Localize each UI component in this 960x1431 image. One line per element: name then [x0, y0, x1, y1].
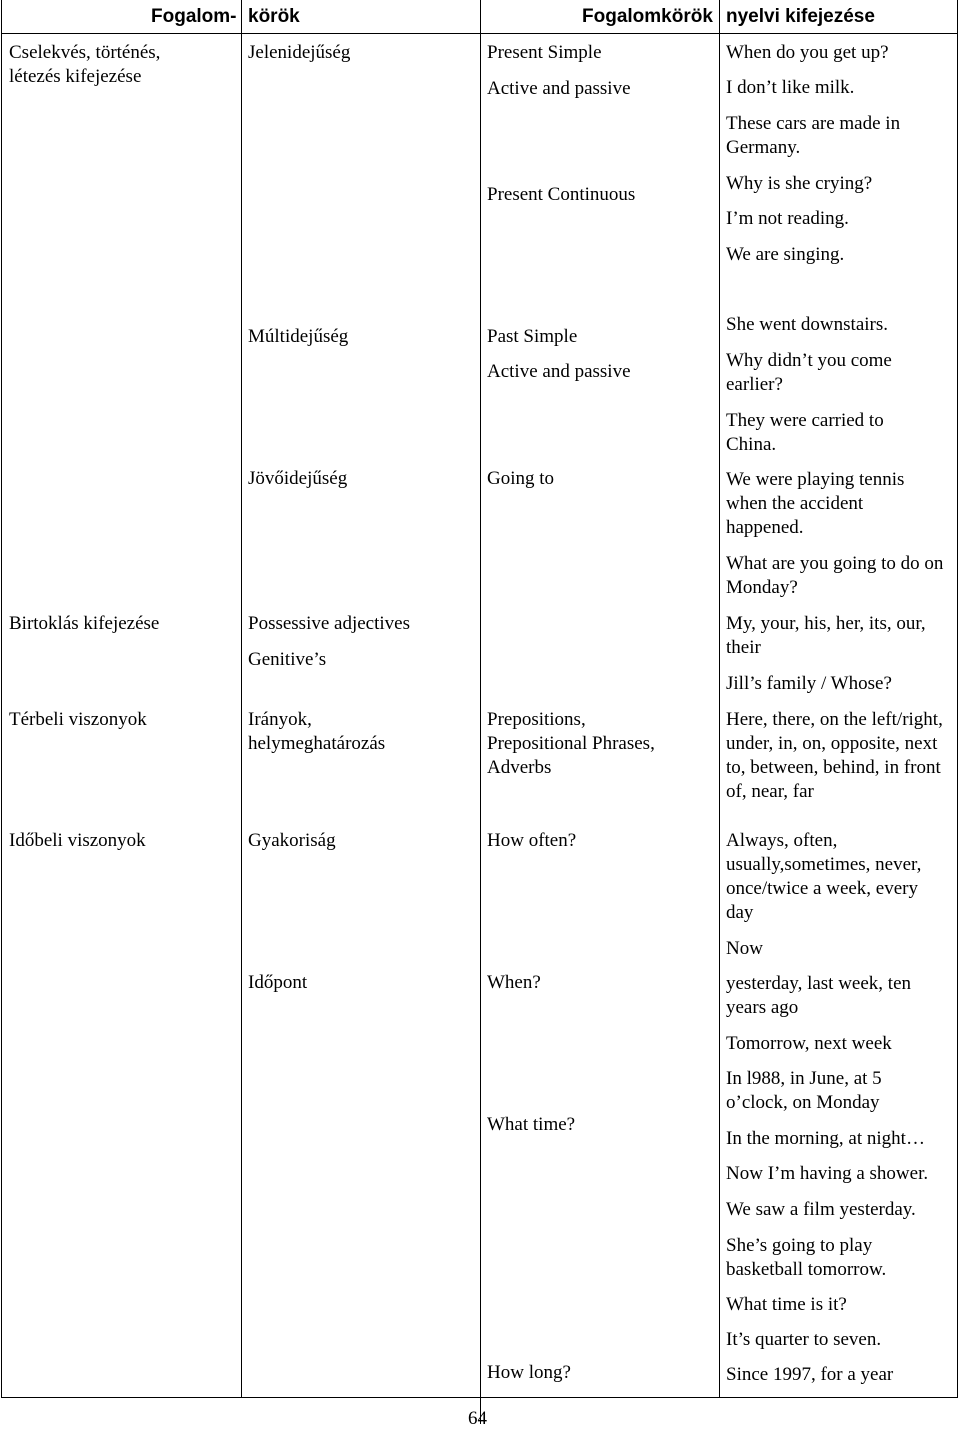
example-text: Always, often, usually,sometimes, never, once/twice a week, every day — [726, 830, 922, 923]
header-col12-part1: Fogalom- — [151, 6, 237, 27]
grammar-item: Past Simple — [487, 326, 578, 347]
subcategory-label: Jelenidejűség — [248, 42, 351, 63]
grammar-item: What time? — [487, 1114, 576, 1135]
example-text: They were carried to China. — [726, 410, 884, 455]
example-text: Now I’m having a shower. — [726, 1163, 929, 1184]
table-border-left — [1, 0, 2, 1398]
example-text: I don’t like milk. — [726, 77, 855, 98]
table-column-divider — [241, 0, 242, 1398]
example-text: Why is she crying? — [726, 173, 873, 194]
page-number: 64 — [468, 1408, 487, 1429]
table-border-right — [957, 0, 958, 1398]
example-text: yesterday, last week, ten years ago — [726, 973, 911, 1018]
grammar-item: When? — [487, 972, 541, 993]
subcategory-label: Irányok, helymeghatározás — [248, 709, 386, 754]
example-text: In l988, in June, at 5 o’clock, on Monday — [726, 1068, 882, 1113]
table-column-divider — [719, 0, 720, 1398]
example-text: She’s going to play basketball tomorrow. — [726, 1235, 887, 1280]
header-col4: nyelvi kifejezése — [726, 6, 875, 27]
subcategory-label: Gyakoriság — [248, 830, 336, 851]
example-text: We are singing. — [726, 244, 845, 265]
grammar-item: How long? — [487, 1362, 571, 1383]
subcategory-label: Possessive adjectives — [248, 613, 411, 634]
table-header-divider — [1, 33, 958, 34]
example-text: What time is it? — [726, 1294, 847, 1315]
example-text: Why didn’t you come earlier? — [726, 350, 892, 395]
example-text: Here, there, on the left/right, under, in, on, opposite, next to, between, behind, in front of, near, far — [726, 709, 943, 802]
example-text: Since 1997, for a year — [726, 1364, 894, 1385]
grammar-item: Active and passive — [487, 361, 631, 382]
category-label: Térbeli viszonyok — [9, 709, 147, 730]
header-col12-part2: körök — [248, 6, 300, 27]
example-text: I’m not reading. — [726, 208, 849, 229]
example-text: She went downstairs. — [726, 314, 889, 335]
header-col3: Fogalomkörök — [582, 6, 713, 27]
example-text: In the morning, at night… — [726, 1128, 925, 1149]
grammar-item: Active and passive — [487, 78, 631, 99]
category-label: Cselekvés, történés, létezés kifejezése — [9, 42, 161, 87]
example-text: We were playing tennis when the accident happened. — [726, 469, 905, 538]
example-text: Now — [726, 938, 763, 959]
example-text: Jill’s family / Whose? — [726, 673, 892, 694]
grammar-item: Going to — [487, 468, 555, 489]
category-label: Időbeli viszonyok — [9, 830, 146, 851]
table-column-divider — [480, 0, 481, 1424]
grammar-item: Present Continuous — [487, 184, 636, 205]
subcategory-label: Genitive’s — [248, 649, 327, 670]
grammar-item: Present Simple — [487, 42, 602, 63]
subcategory-label: Múltidejűség — [248, 326, 349, 347]
example-text: My, your, his, her, its, our, their — [726, 613, 926, 658]
example-text: We saw a film yesterday. — [726, 1199, 916, 1220]
example-text: It’s quarter to seven. — [726, 1329, 882, 1350]
example-text: Tomorrow, next week — [726, 1033, 892, 1054]
grammar-item: Prepositions, Prepositional Phrases, Adverbs — [487, 709, 655, 778]
subcategory-label: Jövőidejűség — [248, 468, 348, 489]
grammar-item: How often? — [487, 830, 577, 851]
example-text: When do you get up? — [726, 42, 889, 63]
subcategory-label: Időpont — [248, 972, 308, 993]
example-text: What are you going to do on Monday? — [726, 553, 944, 598]
example-text: These cars are made in Germany. — [726, 113, 901, 158]
table-bottom-border — [1, 1397, 958, 1398]
category-label: Birtoklás kifejezése — [9, 613, 160, 634]
